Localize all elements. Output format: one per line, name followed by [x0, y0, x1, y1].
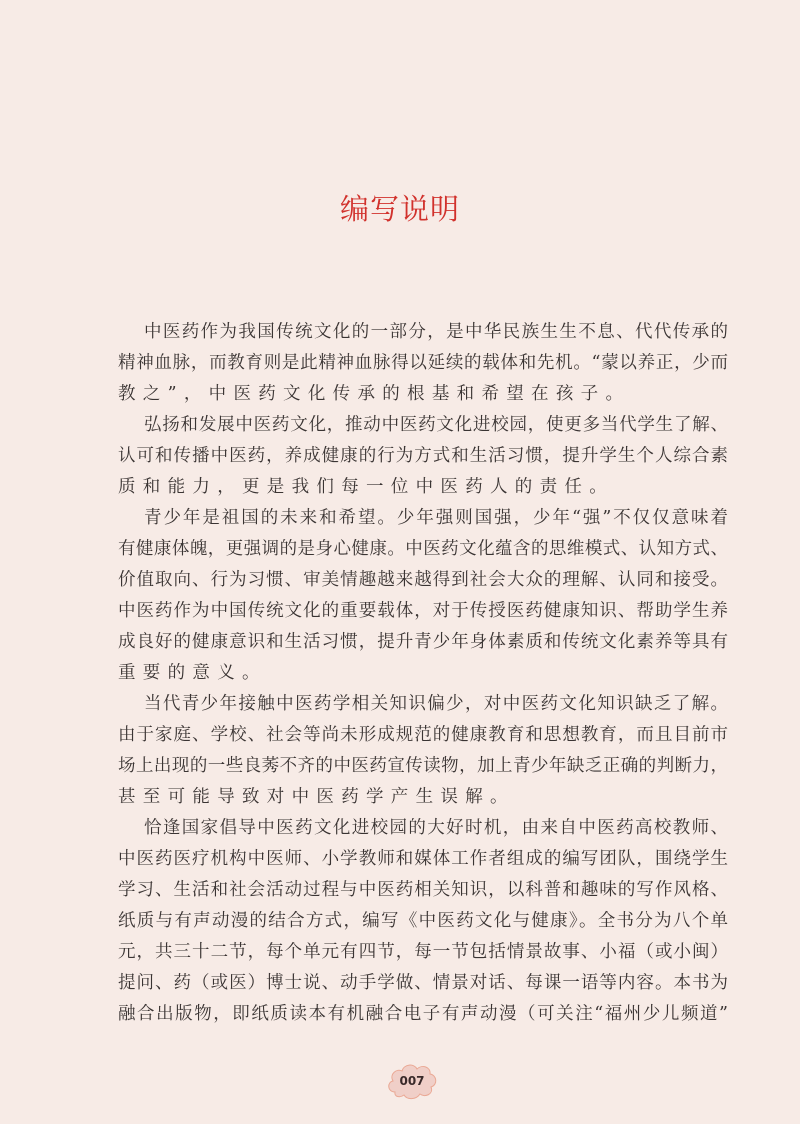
text-line: 价值取向、行为习惯、审美情趣越来越得到社会大众的理解、认同和接受。 — [118, 570, 728, 590]
text-line: 恰逢国家倡导中医药文化进校园的大好时机，由来自中医药高校教师、 — [144, 818, 728, 838]
text-line: 弘扬和发展中医药文化，推动中医药文化进校园，使更多当代学生了解、 — [144, 415, 728, 435]
text-line: 认可和传播中医药，养成健康的行为方式和生活习惯，提升学生个人综合素 — [118, 446, 728, 466]
text-line: 质和能力，更是我们每一位中医药人的责任。 — [118, 477, 614, 497]
text-line: 精神血脉，而教育则是此精神血脉得以延续的载体和先机。“蒙以养正，少而 — [118, 353, 728, 373]
text-line: 纸质与有声动漫的结合方式，编写《中医药文化与健康》。全书分为八个单 — [118, 911, 728, 931]
text-line: 成良好的健康意识和生活习惯，提升青少年身体素质和传统文化素养等具有 — [118, 632, 728, 652]
text-line: 教之”，中医药文化传承的根基和希望在孩子。 — [118, 384, 631, 404]
text-line: 中医药作为我国传统文化的一部分，是中华民族生生不息、代代传承的 — [144, 322, 728, 342]
paragraph — [118, 503, 728, 689]
text-line: 融合出版物，即纸质读本有机融合电子有声动漫（可关注“福州少儿频道” — [118, 1004, 728, 1024]
paragraph — [118, 813, 728, 1030]
page-title: 编写说明 — [339, 192, 460, 227]
paragraph — [118, 689, 728, 813]
text-line: 提问、药（或医）博士说、动手学做、情景对话、每课一语等内容。本书为 — [118, 973, 728, 993]
paragraph — [118, 410, 728, 503]
text-line: 场上出现的一些良莠不齐的中医药宣传读物，加上青少年缺乏正确的判断力， — [118, 756, 728, 776]
text-line: 中医药医疗机构中医师、小学教师和媒体工作者组成的编写团队，围绕学生 — [118, 849, 728, 869]
text-line: 元，共三十二节，每个单元有四节，每一节包括情景故事、小福（或小闽） — [118, 942, 728, 962]
page-number: 007 — [399, 1074, 425, 1088]
paragraph — [118, 317, 728, 410]
text-line: 有健康体魄，更强调的是身心健康。中医药文化蕴含的思维模式、认知方式、 — [118, 539, 728, 559]
document-body — [118, 317, 728, 1030]
text-line: 当代青少年接触中医药学相关知识偏少，对中医药文化知识缺乏了解。 — [144, 694, 728, 714]
text-line: 中医药作为中国传统文化的重要载体，对于传授医药健康知识、帮助学生养 — [118, 601, 728, 621]
text-line: 重要的意义。 — [118, 663, 267, 683]
text-line: 由于家庭、学校、社会等尚未形成规范的健康教育和思想教育，而且目前市 — [118, 725, 728, 745]
text-line: 学习、生活和社会活动过程与中医药相关知识，以科普和趣味的写作风格、 — [118, 880, 728, 900]
page-number-badge — [385, 1062, 439, 1100]
text-line: 青少年是祖国的未来和希望。少年强则国强，少年“强”不仅仅意味着 — [144, 508, 728, 528]
text-line: 甚至可能导致对中医药学产生误解。 — [118, 787, 515, 807]
